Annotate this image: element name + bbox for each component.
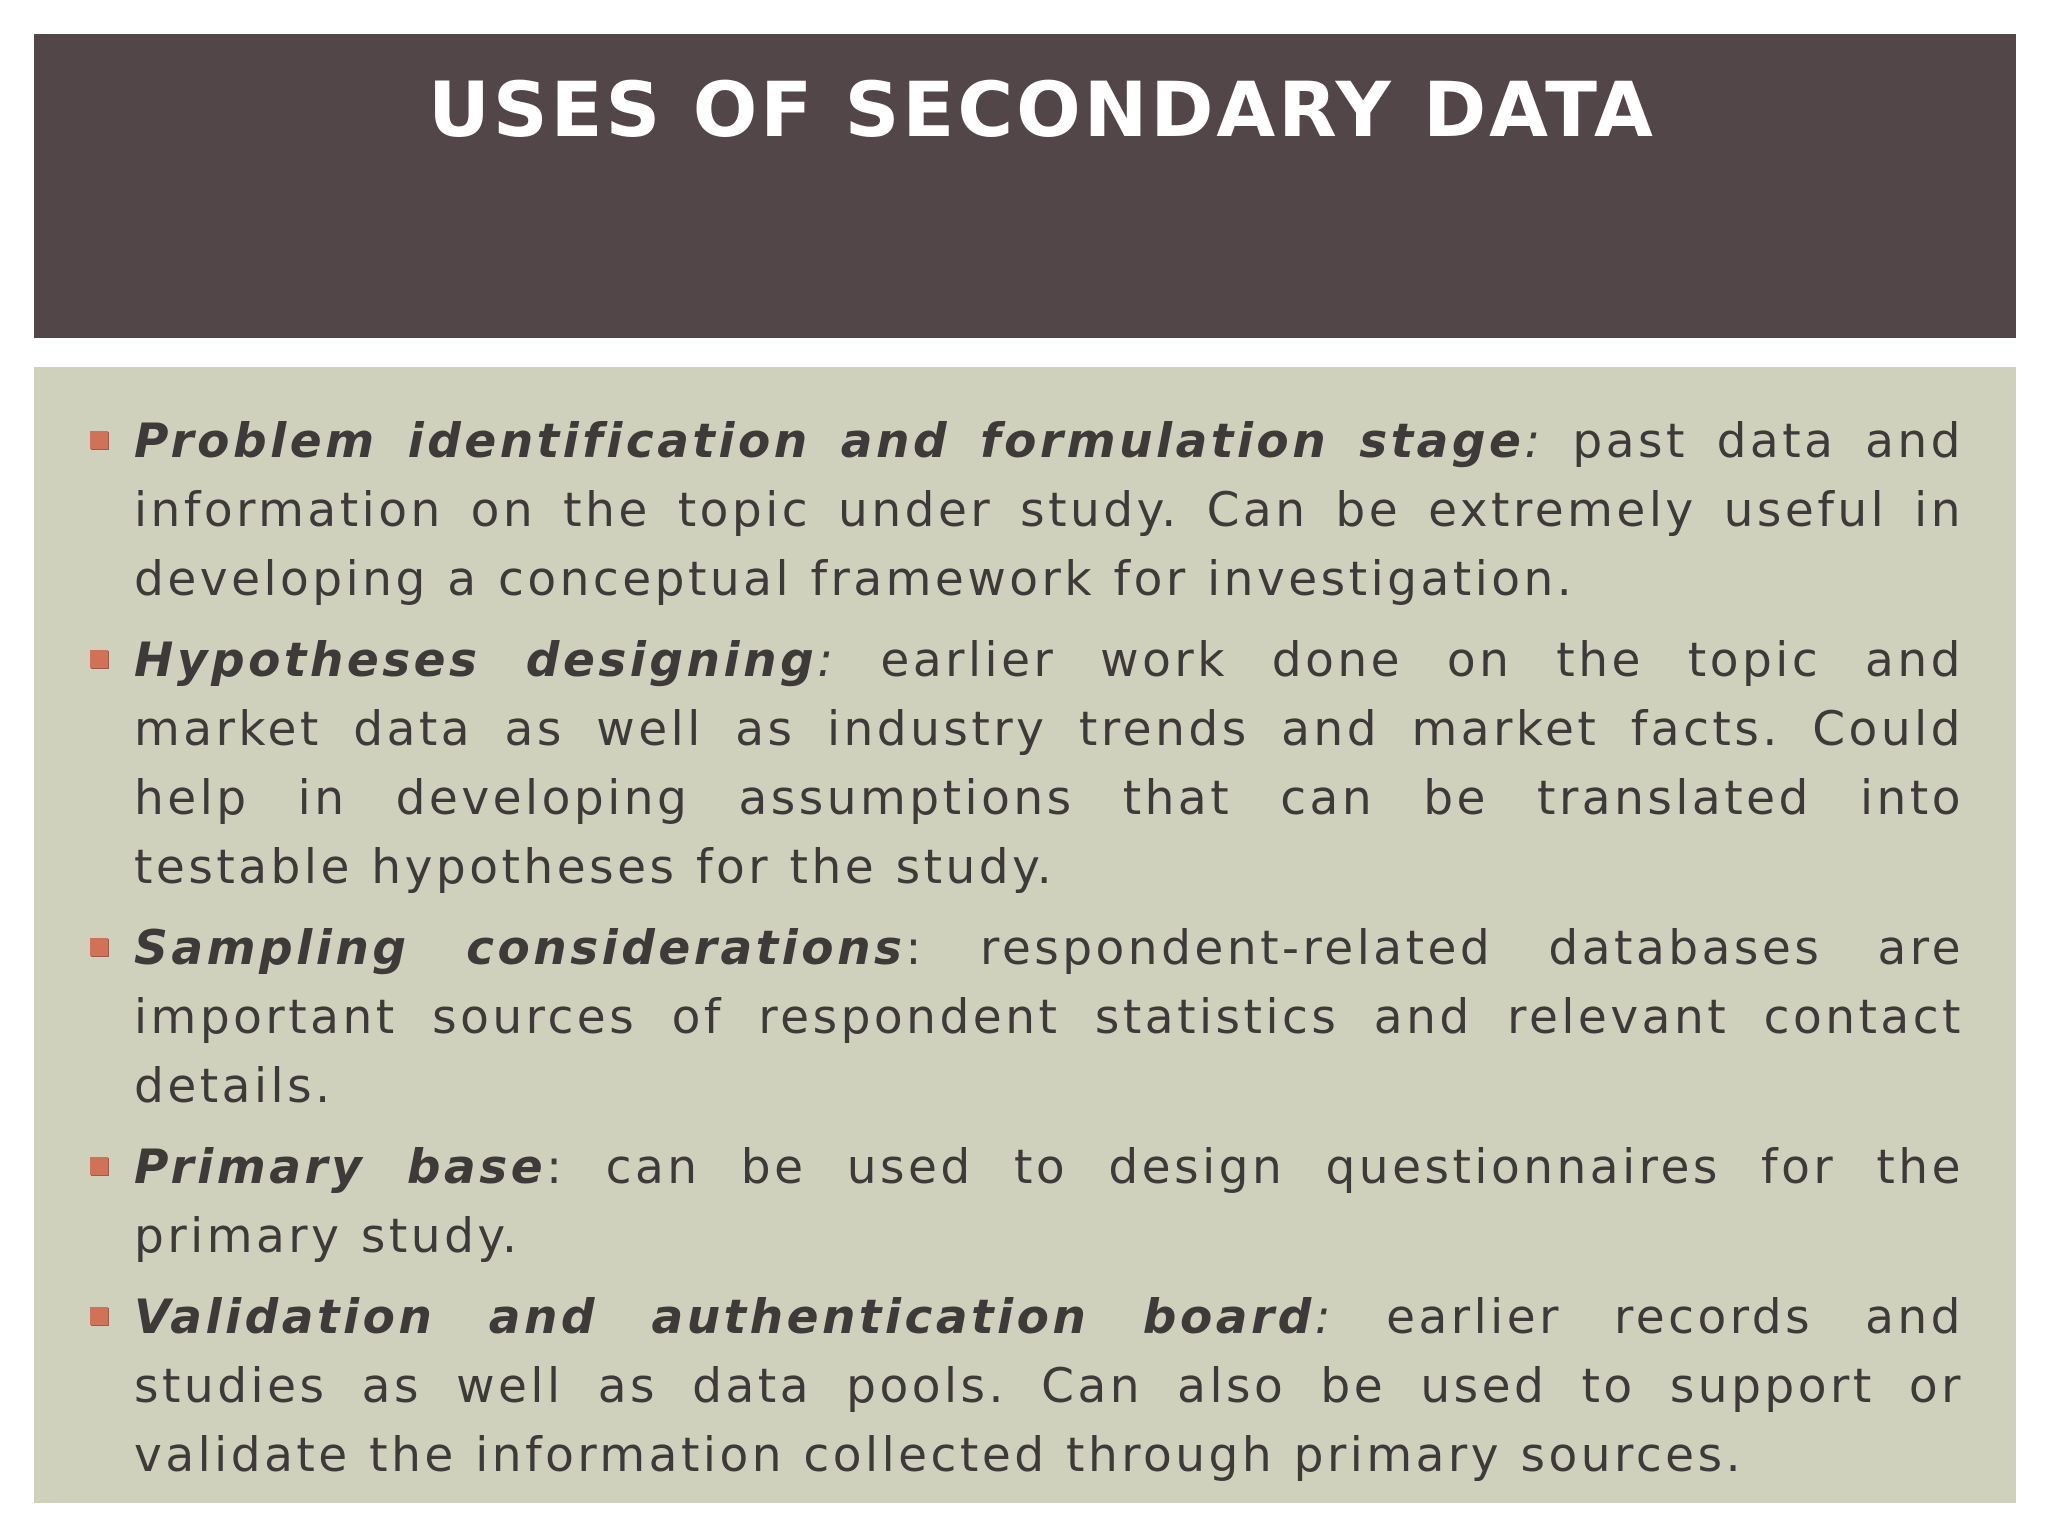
bullet-item: [134, 1283, 1964, 1490]
square-bullet-icon: [90, 1307, 108, 1325]
content-box: [34, 367, 2016, 1503]
bullet-item: [134, 914, 1964, 1121]
bullet-separator: :: [1524, 414, 1544, 469]
bullet-term: Hypotheses designing: [134, 633, 818, 688]
bullet-text: respondent-related databases are important sources of respondent statistics and relevant contact details.: [134, 921, 1964, 1114]
bullet-text: can be used to design questionnaires for the primary study.: [134, 1140, 1964, 1264]
bullet-separator: :: [905, 921, 925, 976]
bullet-text: past data and information on the topic under study. Can be extremely useful in developing a conceptual framework for investigation.: [134, 414, 1964, 607]
bullet-item: [134, 626, 1964, 902]
bullet-text: earlier work done on the topic and market data as well as industry trends and market facts. Could help in developing assumptions that can be translated into testable hypotheses for the study.: [134, 633, 1964, 895]
bullet-text: earlier records and studies as well as data pools. Can also be used to support or validate the information collected through primary sources.: [134, 1290, 1964, 1483]
slide-title: USES OF SECONDARY DATA: [428, 65, 1656, 154]
bullet-separator: :: [817, 633, 837, 688]
bullet-item: [134, 407, 1964, 614]
bullet-list: [134, 407, 1964, 1502]
bullet-term: Sampling considerations: [134, 921, 906, 976]
bullet-term: Problem identification and formulation stage: [134, 414, 1525, 469]
square-bullet-icon: [90, 1157, 108, 1175]
square-bullet-icon: [90, 650, 108, 668]
bullet-separator: :: [546, 1140, 566, 1195]
bullet-item: [134, 1133, 1964, 1271]
bullet-term: Validation and authentication board: [134, 1290, 1315, 1345]
bullet-separator: :: [1314, 1290, 1335, 1345]
square-bullet-icon: [90, 938, 108, 956]
square-bullet-icon: [90, 431, 108, 449]
bullet-term: Primary base: [134, 1140, 547, 1195]
title-bar: [34, 34, 2016, 338]
